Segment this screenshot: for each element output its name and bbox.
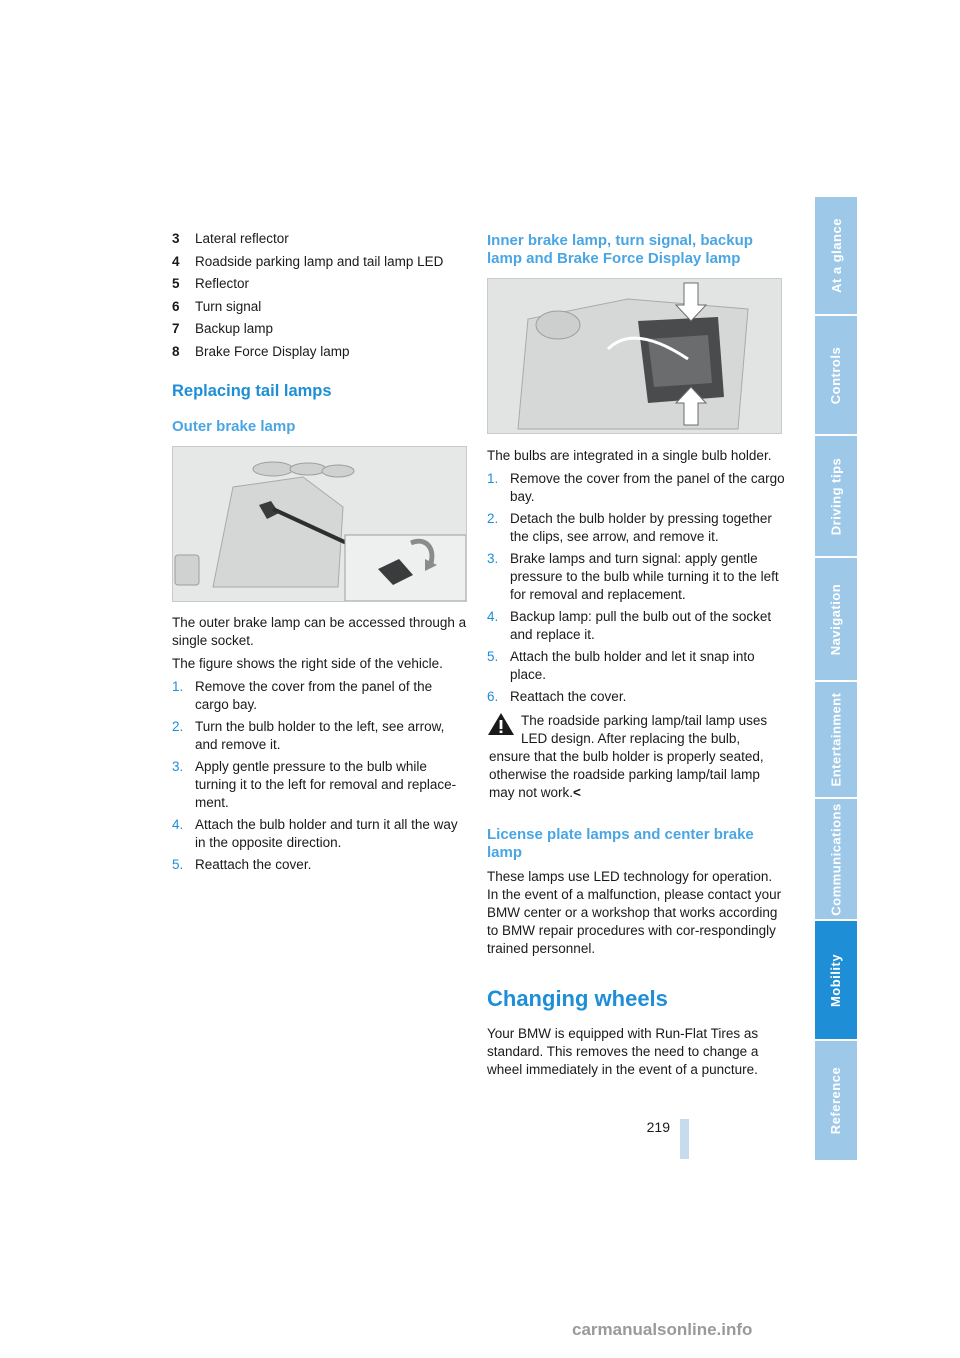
step-item (487, 470, 785, 506)
step-text: Attach the bulb holder and let it snap into place. (510, 649, 755, 682)
legend-number: 6 (172, 298, 180, 314)
page-number-bar (680, 1119, 689, 1159)
tab-mobility[interactable] (815, 921, 857, 1041)
tab-at-a-glance[interactable] (815, 197, 857, 316)
step-text: Brake lamps and turn signal: apply gentle pressure to the bulb while turning it to the left for removal and replacement. (510, 551, 779, 602)
tab-navigation[interactable] (815, 558, 857, 682)
section-title-replacing-tail-lamps: Replacing tail lamps (172, 381, 332, 400)
footer-watermark: carmanualsonline.info (572, 1320, 753, 1339)
legend-number: 5 (172, 276, 180, 292)
tab-communications[interactable] (815, 799, 857, 921)
subsection-title-license-plate-lamps: License plate lamps and center brake lamp (487, 826, 754, 861)
warning-note (487, 712, 785, 802)
outer-brake-lamp-figure (172, 446, 467, 602)
outer-brake-lamp-illustration (173, 447, 466, 601)
step-text: Backup lamp: pull the bulb out of the socket and replace it. (510, 609, 772, 642)
step-number: 5. (487, 649, 499, 664)
legend-label: Roadside parking lamp and tail lamp LED (195, 253, 444, 269)
tab-label: Navigation (828, 583, 844, 655)
warning-text (487, 712, 785, 802)
step-text: Remove the cover from the panel of the cargo bay. (195, 678, 433, 712)
step-text: Attach the bulb holder and turn it all the way in the opposite direction. (195, 816, 458, 850)
tab-label: Entertainment (828, 692, 844, 787)
step-item (487, 608, 785, 644)
step-number: 1. (172, 678, 184, 694)
step-number: 5. (172, 856, 184, 872)
legend-number: 7 (172, 321, 180, 337)
step-text: Turn the bulb holder to the left, see arrow, and remove it. (195, 718, 445, 752)
legend-item (172, 341, 467, 364)
subsection-title-inner-brake-lamp: Inner brake lamp, turn signal, backup lamp and Brake Force Display lamp (487, 232, 753, 267)
step-item (172, 718, 467, 754)
tab-label: Communications (828, 802, 844, 916)
legend-item (172, 296, 467, 319)
legend-label: Brake Force Display lamp (195, 343, 350, 359)
step-text: Detach the bulb holder by pressing together the clips, see arrow, and remove it. (510, 511, 772, 544)
step-number: 3. (172, 758, 184, 774)
step-number: 6. (487, 689, 499, 704)
intro-text: The figure shows the right side of the vehicle. (172, 655, 443, 671)
intro-text: The outer brake lamp can be accessed through a single socket. (172, 614, 467, 648)
step-item (172, 856, 467, 874)
legend-number: 4 (172, 253, 180, 269)
tab-controls[interactable] (815, 316, 857, 436)
tab-driving-tips[interactable] (815, 436, 857, 558)
right-step-list (487, 470, 785, 706)
right-column (487, 228, 785, 1079)
step-item (172, 758, 467, 812)
step-text: Reattach the cover. (510, 689, 627, 704)
section-title-changing-wheels: Changing wheels (487, 986, 668, 1011)
inner-brake-lamp-figure (487, 278, 782, 434)
step-number: 2. (487, 511, 499, 526)
step-item (487, 550, 785, 604)
step-item (487, 688, 785, 706)
legend-item (172, 228, 467, 251)
inner-brake-lamp-illustration (488, 279, 781, 433)
step-number: 4. (172, 816, 184, 832)
tab-label: Reference (828, 1066, 844, 1135)
legend-label: Turn signal (195, 298, 262, 314)
step-number: 3. (487, 551, 499, 566)
step-text: Reattach the cover. (195, 856, 312, 872)
legend-number: 8 (172, 343, 180, 359)
legend-item (172, 318, 467, 341)
legend-number: 3 (172, 231, 180, 246)
legend-label: Lateral reflector (195, 231, 289, 246)
step-text: Remove the cover from the panel of the cargo bay. (510, 471, 785, 504)
warning-triangle-icon (487, 712, 515, 736)
step-item (172, 816, 467, 852)
legend-item (172, 251, 467, 274)
tab-entertainment[interactable] (815, 682, 857, 799)
changing-wheels-text: Your BMW is equipped with Run-Flat Tires as standard. This removes the need to change a wheel immediately in the event of a puncture. (487, 1026, 759, 1077)
tab-label: Controls (828, 346, 844, 404)
step-number: 4. (487, 609, 499, 624)
step-text: Apply gentle pressure to the bulb while turning it to the left for removal and replace-ment. (195, 758, 457, 810)
end-marker: < (573, 785, 581, 800)
step-item (487, 510, 785, 546)
subsection-title-outer-brake-lamp: Outer brake lamp (172, 417, 296, 435)
legend-list (172, 228, 467, 364)
step-item (172, 678, 467, 714)
legend-item (172, 273, 467, 296)
step-number: 1. (487, 471, 499, 486)
left-step-list (172, 678, 467, 874)
tab-label: At a glance (828, 218, 844, 293)
tab-label: Driving tips (828, 457, 844, 535)
license-plate-text: These lamps use LED technology for operation. In the event of a malfunction, please contact your BMW center or a workshop that works according to BMW repair procedures with cor-respondingly trained personnel. (487, 869, 782, 956)
page-number: 219 (646, 1119, 670, 1135)
intro-text: The bulbs are integrated in a single bulb holder. (487, 448, 772, 463)
tab-reference[interactable] (815, 1041, 857, 1162)
legend-label: Reflector (195, 276, 250, 292)
left-column (172, 228, 467, 874)
legend-label: Backup lamp (195, 321, 274, 337)
step-number: 2. (172, 718, 184, 734)
warning-message: The roadside parking lamp/tail lamp uses LED design. After replacing the bulb, ensure that the bulb holder is properly seated, otherwise the roadside parking lamp/tail lamp may not work. (489, 713, 768, 800)
step-item (487, 648, 785, 684)
tab-label: Mobility (828, 953, 844, 1007)
